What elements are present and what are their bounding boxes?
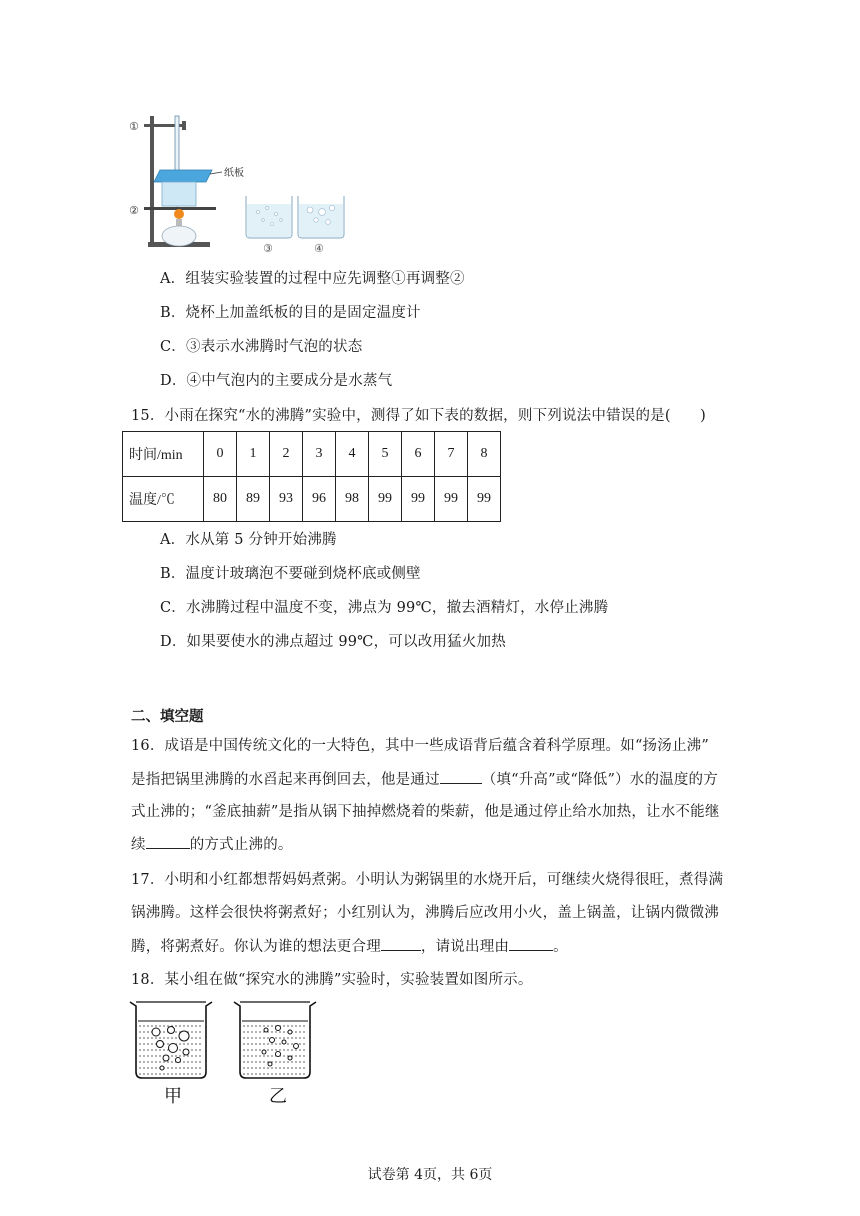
table-cell: 4: [336, 432, 369, 477]
q17-text: 腾，将粥煮好。你认为谁的想法更合理: [131, 939, 381, 955]
q14-option-b: B．烧杯上加盖纸板的目的是固定温度计: [160, 305, 421, 321]
table-cell: 7: [435, 432, 468, 477]
q15-option-a: A．水从第 5 分钟开始沸腾: [160, 532, 337, 548]
label-1: ①: [129, 120, 139, 133]
table-cell: 99: [402, 477, 435, 522]
table-header-temperature: 温度/℃: [123, 477, 204, 522]
beaker-yi: [234, 1002, 316, 1078]
q15-stem: 15．小雨在探究“水的沸腾”实验中，测得了如下表的数据，则下列说法中错误的是( ): [131, 408, 706, 424]
beakers-figure: [126, 996, 326, 1108]
q14-option-d: D．④中气泡内的主要成分是水蒸气: [160, 373, 393, 389]
flame: [174, 209, 184, 219]
q16-line-3: 式止沸的；“釜底抽薪”是指从锅下抽掉燃烧着的柴薪，他是通过停止给水加热，让水不能继: [131, 804, 720, 820]
table-cell: 89: [237, 477, 270, 522]
label-3: ③: [263, 242, 273, 254]
table-cell: 96: [303, 477, 336, 522]
beaker-3: [246, 196, 292, 238]
q15-option-b: B．温度计玻璃泡不要碰到烧杯底或侧壁: [160, 566, 421, 582]
table-cell: 99: [369, 477, 402, 522]
q15-option-c: C．水沸腾过程中温度不变，沸点为 99℃，撤去酒精灯，水停止沸腾: [160, 600, 609, 616]
table-cell: 99: [435, 477, 468, 522]
table-cell: 5: [369, 432, 402, 477]
answer-blank[interactable]: [509, 936, 553, 951]
stand-rod: [150, 116, 154, 244]
table-cell: 0: [204, 432, 237, 477]
beaker: [162, 182, 196, 206]
beaker-jia: [130, 1002, 212, 1078]
q16-text: 续: [131, 837, 146, 853]
table-cell: 80: [204, 477, 237, 522]
q14-option-a: A．组装实验装置的过程中应先调整①再调整②: [160, 271, 465, 287]
q16-text: （填“升高”或“降低”）水的温度的方: [481, 772, 718, 788]
q16-line-1: 16．成语是中国传统文化的一大特色，其中一些成语背后蕴含着科学原理。如“扬汤止沸”: [131, 738, 709, 754]
table-cell: 93: [270, 477, 303, 522]
q17-line-3: [131, 936, 568, 957]
q16-text: 的方式止沸的。: [189, 837, 293, 853]
q17-line-1: 17．小明和小红都想帮妈妈煮粥。小明认为粥锅里的水烧开后，可继续火烧得很旺，煮得满: [131, 872, 724, 888]
q17-text: ，请说出理由: [420, 939, 510, 955]
boiling-apparatus-figure: [126, 108, 356, 254]
beaker-4: [298, 196, 344, 238]
table-row-temperature: [123, 477, 501, 522]
q16-line-4: [131, 834, 293, 855]
label-yi: 乙: [269, 1086, 287, 1107]
table-cell: 8: [468, 432, 501, 477]
q15-data-table: [122, 431, 501, 522]
table-cell: 2: [270, 432, 303, 477]
section-title: 二、填空题: [131, 709, 204, 725]
q14-option-c: C．③表示水沸腾时气泡的状态: [160, 339, 363, 355]
table-cell: 98: [336, 477, 369, 522]
q15-option-d: D．如果要使水的沸点超过 99℃，可以改用猛火加热: [160, 634, 506, 650]
page-footer: 试卷第 4页，共 6页: [367, 1167, 493, 1183]
table-cell: 99: [468, 477, 501, 522]
answer-blank[interactable]: [381, 936, 421, 951]
table-cell: 3: [303, 432, 336, 477]
answer-blank[interactable]: [146, 834, 190, 849]
table-cell: 6: [402, 432, 435, 477]
label-2: ②: [129, 204, 139, 217]
alcohol-lamp: [162, 226, 196, 246]
answer-blank[interactable]: [440, 769, 482, 784]
q16-line-2: [131, 769, 718, 790]
label-jia: 甲: [164, 1086, 182, 1107]
table-row-time: [123, 432, 501, 477]
q18-stem: 18．某小组在做“探究水的沸腾”实验时，实验装置如图所示。: [131, 972, 533, 988]
q17-text: 。: [553, 939, 568, 955]
label-paper: 纸板: [224, 168, 244, 179]
paper-board: [154, 170, 212, 182]
q17-line-2: 锅沸腾。这样会很快将粥煮好；小红别认为，沸腾后应改用小火，盖上锅盖，让锅内微微沸: [131, 905, 719, 921]
label-4: ④: [314, 242, 324, 254]
table-header-time: 时间/min: [123, 432, 204, 477]
table-cell: 1: [237, 432, 270, 477]
q16-text: 是指把锅里沸腾的水舀起来再倒回去，他是通过: [131, 772, 440, 788]
